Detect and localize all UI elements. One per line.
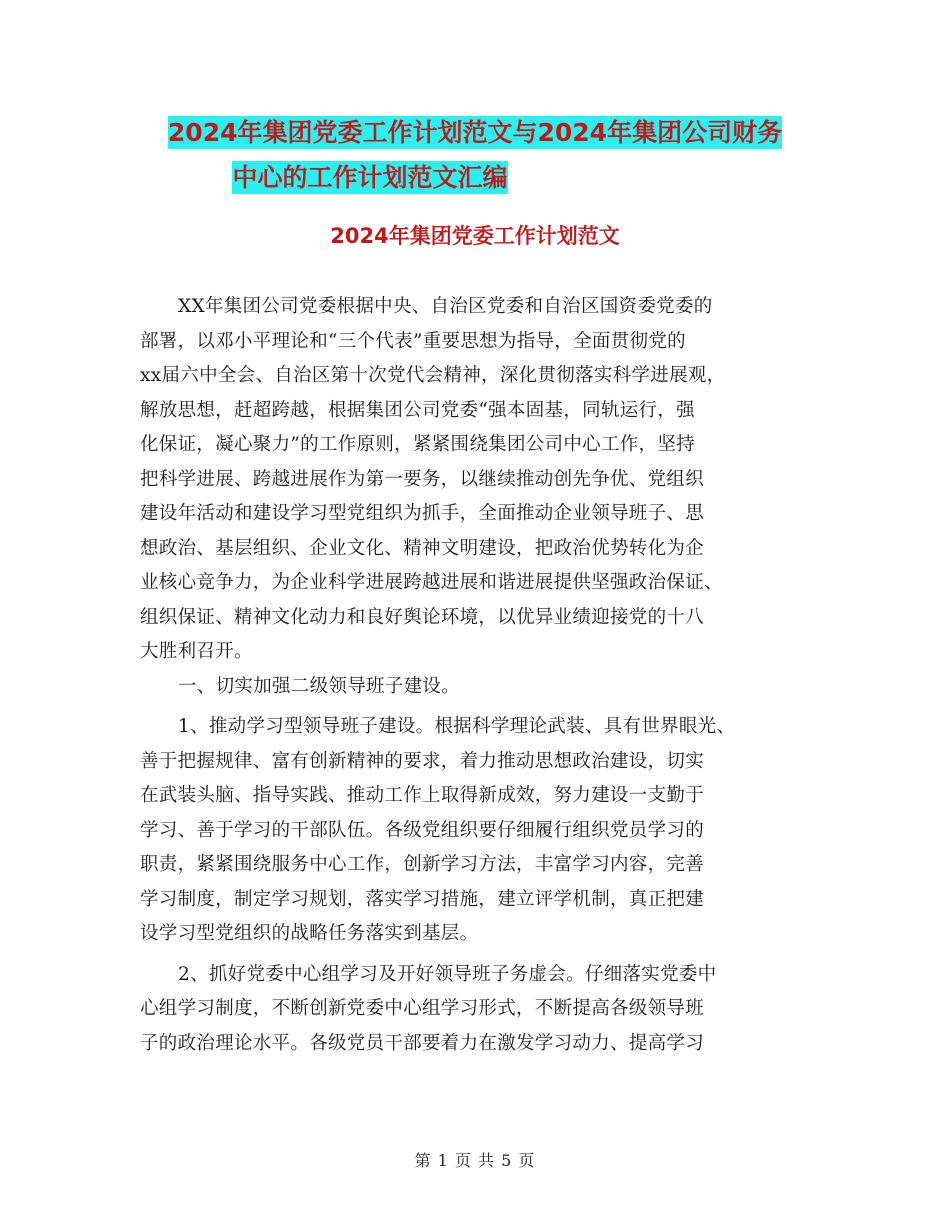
text-line: 2、抓好党委中心组学习及开好领导班子务虚会。仔细落实党委中 [178,963,717,985]
text-line: 心组学习制度，不断创新党委中心组学习形式，不断提高各级领导班 [140,998,705,1019]
text-line: 业核心竞争力，为企业科学进展跨越进展和谐进展提供坚强政治保证、 [140,572,723,593]
page-footer: 第 1 页 共 5 页 [414,1151,536,1170]
text-line: 想政治、基层组织、企业文化、精神文明建设，把政治优势转化为企 [140,537,705,559]
text-line: 在武装头脑、指导实践、推动工作上取得新成效，努力建设一支勤于 [140,785,705,806]
text-line: 善于把握规律、富有创新精神的要求，着力推动思想政治建设，切实 [140,750,705,772]
text-line: XX年集团公司党委根据中央、自治区党委和自治区国资委党委的 [178,296,713,317]
text-line: xx届六中全会、自治区第十次党代会精神，深化贯彻落实科学进展观， [140,365,726,386]
text-line: 大胜利召开。 [140,641,253,662]
text-line: 学习、善于学习的干部队伍。各级党组织要仔细履行组织党员学习的 [140,819,705,841]
text-line: 把科学进展、跨越进展作为第一要务，以继续推动创先争优、党组织 [140,468,705,490]
section-title: 2024年集团党委工作计划范文 [330,224,620,248]
text-line: 组织保证、精神文化动力和良好舆论环境，以优异业绩迎接党的十八 [140,606,705,628]
text-line: 学习制度，制定学习规划，落实学习措施，建立评学机制，真正把建 [140,888,705,910]
main-title-line-2: 中心的工作计划范文汇编 [232,163,508,192]
text-line: 一、切实加强二级领导班子建设。 [178,675,461,697]
paragraph-heading-1 [140,670,830,705]
text-line: 职责，紧紧围绕服务中心工作，创新学习方法，丰富学习内容，完善 [140,854,705,875]
main-title [0,110,950,200]
body-text [140,290,830,1061]
paragraph-item-1 [140,710,830,952]
paragraph-item-2 [140,958,830,1062]
text-line: 1、推动学习型领导班子建设。根据科学理论武装、具有世界眼光、 [178,716,736,737]
text-line: 解放思想，赶超跨越，根据集团公司党委“强本固基，同轨运行，强 [140,399,695,421]
text-line: 建设年活动和建设学习型党组织为抓手，全面推动企业领导班子、思 [140,503,705,524]
text-line: 子的政治理论水平。各级党员干部要着力在激发学习动力、提高学习 [140,1032,705,1054]
paragraph-intro [140,290,830,670]
text-line: 部署，以邓小平理论和“三个代表”重要思想为指导，全面贯彻党的 [140,330,686,352]
text-line: 设学习型党组织的战略任务落实到基层。 [140,923,479,944]
main-title-line-1: 2024年集团党委工作计划范文与2024年集团公司财务 [167,118,783,147]
text-line: 化保证，凝心聚力”的工作原则，紧紧围绕集团公司中心工作，坚持 [140,434,695,455]
